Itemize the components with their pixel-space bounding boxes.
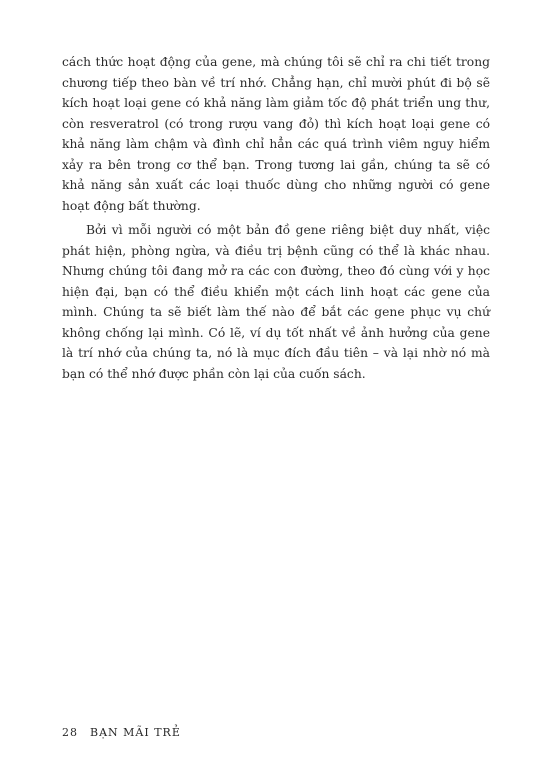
page-number: 28 <box>62 726 78 739</box>
body-text <box>62 52 490 384</box>
page-footer <box>62 726 181 739</box>
running-title: BẠN MÃI TRẺ <box>90 726 181 739</box>
paragraph: Bởi vì mỗi người có một bản đồ gene riêng biệt duy nhất, việc phát hiện, phòng ngừa, và điều trị bệnh cũng có thể là khác nhau. Nhưng chúng tôi đang mở ra các con đường, theo đó cùng với y học hiện đại, bạn có thể điều khiển một cách linh hoạt các gene của mình. Chúng ta sẽ biết làm thế nào để bắt các gene phục vụ chứ không chống lại mình. Có lẽ, ví dụ tốt nhất về ảnh hưởng của gene là trí nhớ của chúng ta, nó là mục đích đầu tiên – và lại nhờ nó mà bạn có thể nhớ được phần còn lại của cuốn sách. <box>62 223 490 381</box>
paragraph-continued: cách thức hoạt động của gene, mà chúng tôi sẽ chỉ ra chi tiết trong chương tiếp theo bàn về trí nhớ. Chẳng hạn, chỉ mười phút đi bộ sẽ kích hoạt loại gene có khả năng làm giảm tốc độ phát triển ung thư, còn resveratrol (có trong rượu vang đỏ) thì kích hoạt loại gene có khả năng làm chậm và đình chỉ hẳn các quá trình viêm nguy hiểm xảy ra bên trong cơ thể bạn. Trong tương lai gần, chúng ta sẽ có khả năng sản xuất các loại thuốc dùng cho những người có gene hoạt động bất thường. <box>62 55 490 213</box>
